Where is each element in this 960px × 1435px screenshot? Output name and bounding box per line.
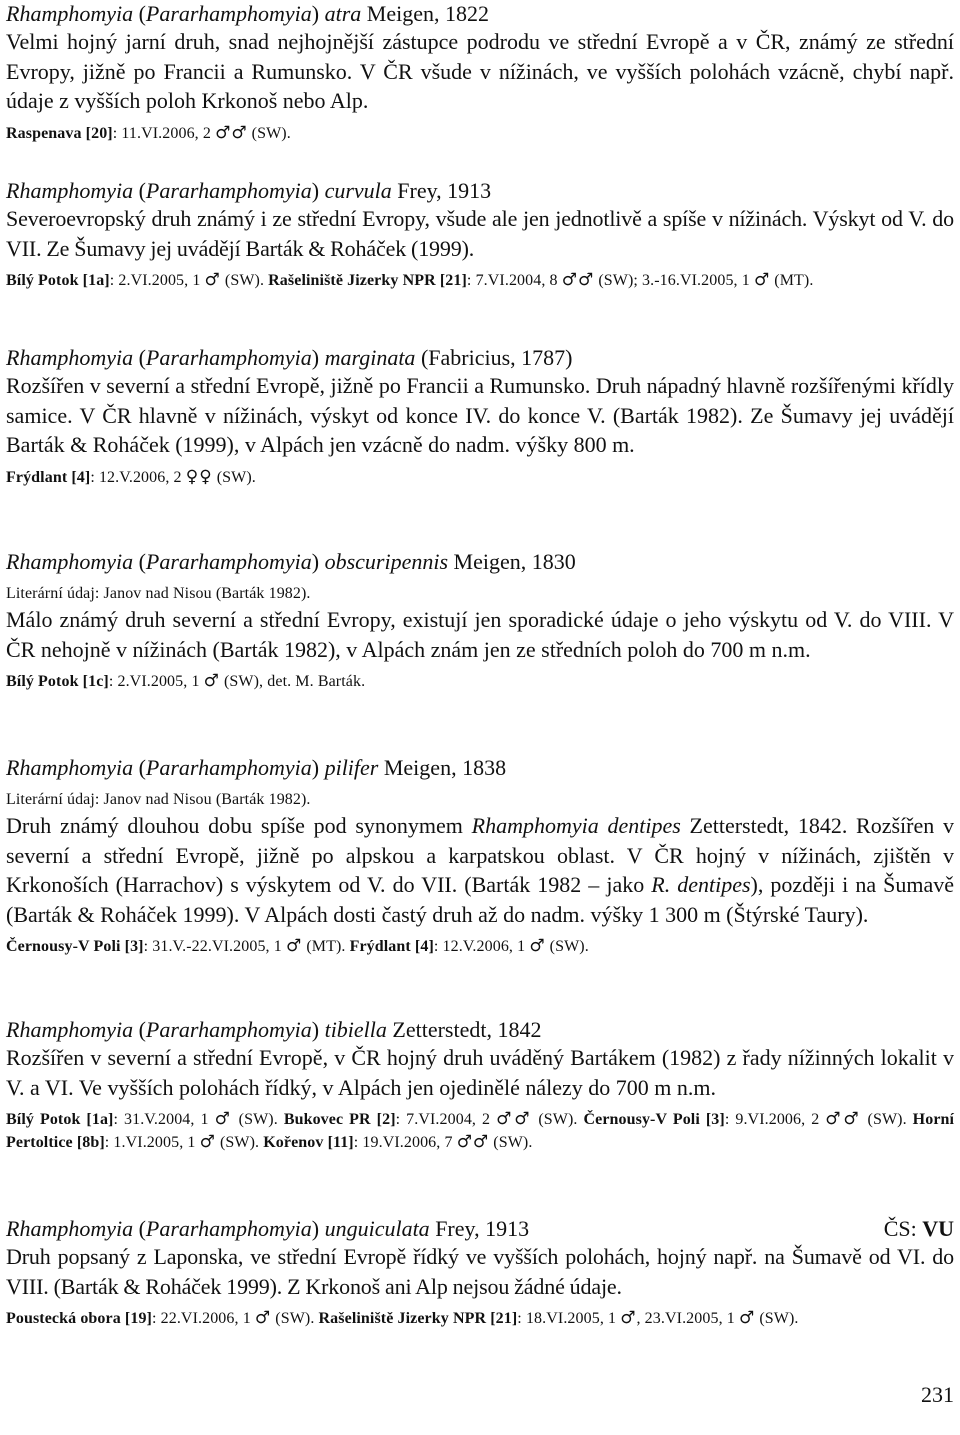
subgenus-name: Pararhamphomyia [145, 755, 312, 780]
species-entry-obscuripennis [6, 548, 954, 693]
description-species-name: Rhamphomyia dentipes [471, 813, 681, 838]
male-symbol-icon: ♂ [199, 1132, 216, 1152]
literature-note: Literární údaj: Janov nad Nisou (Barták 1982). [6, 791, 311, 808]
species-description: Rozšířen v severní a střední Evropě, v ČR hojný druh uváděný Bartákem (1982) z řady nížinných lokalit v V. a VI. Ve vyšších polohách řídký, v Alpách jen ojedinělé nálezy do 700 m n.m. [6, 1045, 954, 1100]
species-heading: Rhamphomyia (Pararhamphomyia) pilifer Meigen, 1838 [6, 755, 507, 780]
species-heading: Rhamphomyia (Pararhamphomyia) tibiella Zetterstedt, 1842 [6, 1017, 542, 1042]
species-heading: Rhamphomyia (Pararhamphomyia) obscuripennis Meigen, 1830 [6, 549, 576, 574]
record-date: : 1.VI.2005, 1 [104, 1134, 200, 1151]
species-author: Frey, 1913 [435, 1216, 530, 1241]
species-description: Velmi hojný jarní druh, snad nejhojnější zástupce podrodu ve střední Evropě a v ČR, známý ze střední Evropy, jižně po Francii a Rumunsko. V ČR všude v nížinách, ve vyšších polohách vzácně, chybí např. údaje z vyšších poloh Krkonoš nebo Alp. [6, 29, 954, 113]
record-date: : 18.VI.2005, 1 [517, 1310, 621, 1327]
species-author: Meigen, 1838 [383, 755, 507, 780]
record-locality: Kořenov [11] [263, 1134, 354, 1151]
record-locality: Bukovec PR [2] [283, 1111, 396, 1128]
subgenus-name: Pararhamphomyia [145, 1216, 312, 1241]
page-number: 231 [921, 1382, 954, 1407]
record-source: (SW). [755, 1310, 799, 1327]
male-symbol-icon: ♂ [254, 1308, 272, 1328]
species-name: pilifer [324, 755, 379, 780]
record-date: : 11.VI.2006, 2 [112, 124, 216, 142]
species-author: Zetterstedt, 1842 [392, 1017, 542, 1042]
genus-name: Rhamphomyia [6, 345, 134, 370]
record-locality: Raspenava [20] [6, 124, 113, 142]
subgenus-name: Pararhamphomyia [145, 345, 312, 370]
record-source: (SW). [271, 1310, 319, 1327]
record-source: (SW). [215, 1134, 264, 1151]
record-date: : 9.VI.2006, 2 [724, 1111, 826, 1128]
species-description: Málo známý druh severní a střední Evropy, existují jen sporadické údaje o jeho výskytu od V. do VIII. V ČR nehojně v nížinách (Barták 1982), v Alpách znám jen ze středních poloh do 700 m n.m. [6, 607, 954, 662]
species-heading: Rhamphomyia (Pararhamphomyia) curvula Frey, 1913 [6, 178, 492, 203]
species-entry-pilifer [6, 754, 954, 958]
record-source: , 23.VI.2005, 1 [636, 1310, 739, 1327]
record-date: : 7.VI.2004, 8 [466, 272, 562, 289]
male-symbol-icon: ♂♂ [215, 122, 248, 143]
female-symbol-icon: ♀♀ [185, 466, 213, 487]
record-locality: Černousy-V Poli [3] [6, 938, 144, 955]
male-symbol-icon: ♂ [214, 1109, 233, 1129]
genus-name: Rhamphomyia [6, 1216, 134, 1241]
species-name: unguiculata [324, 1216, 430, 1241]
record-source: (SW). [232, 1111, 284, 1128]
record-source: (SW); 3.-16.VI.2005, 1 [594, 272, 754, 289]
record-date: : 2.VI.2005, 1 [109, 272, 205, 289]
record-date: : 19.VI.2006, 7 [353, 1134, 457, 1151]
genus-name: Rhamphomyia [6, 178, 134, 203]
species-entry-curvula [6, 177, 954, 292]
species-author: Meigen, 1822 [366, 1, 489, 26]
record-locality: Frýdlant [4] [349, 938, 434, 955]
genus-name: Rhamphomyia [6, 1017, 134, 1042]
record-locality: Bílý Potok [1a] [6, 1111, 114, 1128]
record-source: (MT). [302, 938, 350, 955]
records [6, 1108, 954, 1154]
male-symbol-icon: ♂ [620, 1308, 637, 1328]
male-symbol-icon: ♂ [738, 1308, 756, 1328]
records [6, 1307, 954, 1330]
genus-name: Rhamphomyia [6, 755, 134, 780]
male-symbol-icon: ♂ [204, 270, 221, 290]
records [6, 670, 954, 693]
species-name: atra [324, 1, 362, 26]
record-locality: Černousy-V Poli [3] [583, 1111, 725, 1128]
male-symbol-icon: ♂ [203, 671, 220, 691]
record-date: : 7.VI.2004, 2 [395, 1111, 497, 1128]
literature-note: Literární údaj: Janov nad Nisou (Barták 1982). [6, 585, 311, 602]
status-label: ČS: [883, 1216, 923, 1241]
record-date: : 12.V.2006, 1 [433, 938, 530, 955]
species-author: Frey, 1913 [397, 178, 492, 203]
species-entry-tibiella [6, 1016, 954, 1154]
species-entry-atra [6, 0, 954, 145]
genus-name: Rhamphomyia [6, 549, 134, 574]
record-date: : 22.VI.2006, 1 [151, 1310, 255, 1327]
genus-name: Rhamphomyia [6, 1, 134, 26]
species-author: (Fabricius, 1787) [420, 345, 573, 370]
record-source: (SW). [545, 938, 589, 955]
record-locality: Rašeliniště Jizerky NPR [21] [318, 1310, 518, 1327]
record-locality: Frýdlant [4] [6, 468, 91, 486]
male-symbol-icon: ♂ [753, 270, 771, 290]
record-locality: Rašeliniště Jizerky NPR [21] [268, 272, 467, 289]
record-date: : 31.V.2004, 1 [113, 1111, 215, 1128]
records [6, 466, 954, 489]
record-locality: Bílý Potok [1a] [6, 272, 110, 289]
subgenus-name: Pararhamphomyia [145, 1017, 312, 1042]
conservation-status [884, 1215, 954, 1242]
record-source: (SW). [489, 1134, 533, 1151]
male-symbol-icon: ♂ [529, 936, 546, 956]
species-description: Druh popsaný z Laponska, ve střední Evropě řídký ve vyšších polohách, hojný např. na Šumavě od VI. do VIII. (Barták & Roháček 1999). Z Krkonoš ani Alp nejsou žádné údaje. [6, 1244, 954, 1299]
male-symbol-icon: ♂♂ [825, 1109, 862, 1129]
record-date: : 2.VI.2005, 1 [108, 673, 204, 690]
records [6, 122, 954, 145]
record-source: (SW). [532, 1111, 584, 1128]
description-text: Zetterstedt, 1842. Rozšířen v severní a střední Evropě, jižně po alpskou a karpatskou oblast. V ČR hojný v nížinách, zjištěn v Krkonoších (Harrachov) s výskytem od V. do VII. (Barták 1982 – jako [6, 813, 954, 897]
species-entry-unguiculata [6, 1215, 954, 1330]
subgenus-name: Pararhamphomyia [145, 178, 312, 203]
species-entry-marginata [6, 344, 954, 489]
record-date: : 12.V.2006, 2 [90, 468, 186, 486]
species-description: Rozšířen v severní a střední Evropě, jižně po Francii a Rumunsko. Druh nápadný hlavně rozšířenými křídly samice. V ČR hlavně v nížinách, výskyt od konce IV. do konce V. (Barták 1982). Ze Šumavy jej uvádějí Barták & Roháček (1999), v Alpách jen vzácně do nadm. výšky 800 m. [6, 373, 954, 457]
male-symbol-icon: ♂♂ [561, 270, 595, 290]
species-name: obscuripennis [324, 549, 449, 574]
species-name: tibiella [324, 1017, 387, 1042]
records [6, 935, 954, 958]
records [6, 269, 954, 292]
record-source: (SW), det. M. Barták. [219, 673, 366, 690]
record-date: : 31.V.-22.VI.2005, 1 [143, 938, 286, 955]
record-source: (SW). [861, 1111, 913, 1128]
male-symbol-icon: ♂♂ [496, 1109, 533, 1129]
record-source: (MT). [770, 272, 814, 289]
record-source: (SW). [247, 124, 291, 142]
species-author: Meigen, 1830 [453, 549, 576, 574]
description-text: ), později i na Šumavě (Barták & Roháček 1999). V Alpách dosti častý druh až do nadm. výšky 1 300 m (Štýrské Taury). [6, 872, 954, 927]
record-locality: Bílý Potok [1c] [6, 673, 109, 690]
species-description [6, 811, 954, 929]
species-name: marginata [324, 345, 416, 370]
species-name: curvula [324, 178, 392, 203]
subgenus-name: Pararhamphomyia [145, 1, 312, 26]
record-source: (SW). [220, 272, 269, 289]
description-species-name: R. dentipes [651, 872, 751, 897]
species-description: Severoevropský druh známý i ze střední Evropy, všude ale jen jednotlivě a spíše v nížinách. Výskyt od V. do VII. Ze Šumavy jej uvádějí Barták & Roháček (1999). [6, 206, 954, 261]
record-locality: Poustecká obora [19] [6, 1310, 152, 1327]
species-heading: Rhamphomyia (Pararhamphomyia) marginata (Fabricius, 1787) [6, 345, 573, 370]
description-text: Druh známý dlouhou dobu spíše pod synonymem [6, 813, 472, 838]
male-symbol-icon: ♂♂ [456, 1132, 490, 1152]
species-heading: Rhamphomyia (Pararhamphomyia) atra Meigen, 1822 [6, 1, 489, 26]
status-value: VU [922, 1216, 954, 1241]
species-heading: Rhamphomyia (Pararhamphomyia) unguiculata Frey, 1913 ČS: VU [6, 1216, 954, 1241]
record-source: (SW). [212, 468, 256, 486]
male-symbol-icon: ♂ [285, 936, 303, 956]
subgenus-name: Pararhamphomyia [145, 549, 312, 574]
record-locality: Horní Pertoltice [8b] [6, 1111, 955, 1151]
